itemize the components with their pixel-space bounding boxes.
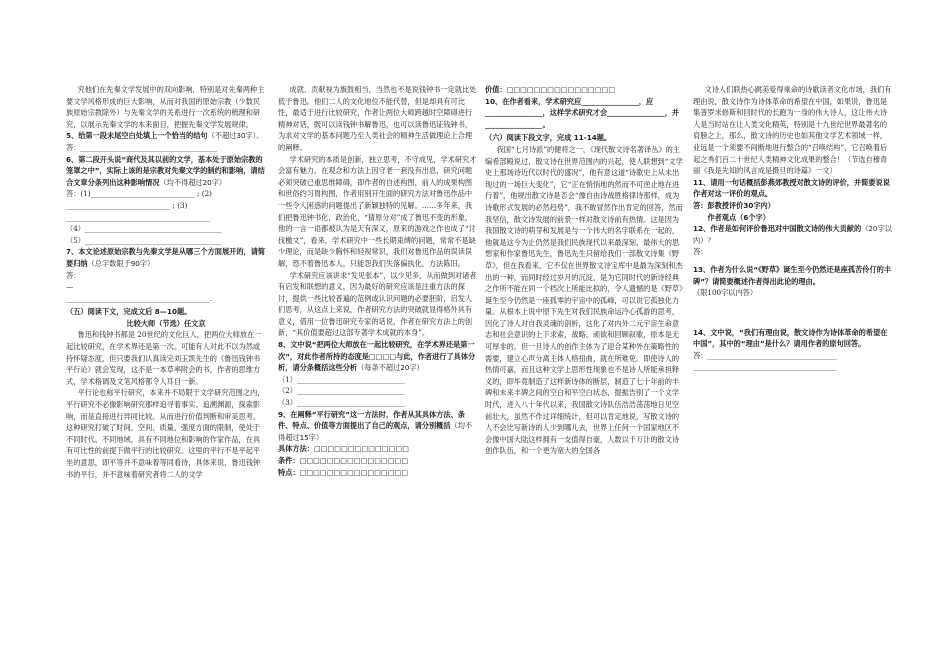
passage-paragraph: 平行论也称平行研究，本来并不局限于文学研究范围之内，平行研究不必像影响研究那样追寻着事实、追溯渊源，探索影响，而是直接进行异同比较。从而进行价值判断和审美思考。这种研究打破了时间、空间、质量、强度方面的限制，使处于不同时代、不同地域，具有不同地位和影响的作家作品，在具有可比性的前提下做平行的比较研究。这里的平行不是平起平坐的意思，即平等并不意味着等同看待，具体来说，鲁迅钱钟书的平行，并不意味着研究者将二人的文学 (66, 388, 265, 479)
answer-line[interactable]: 答：______________________________________ (66, 142, 217, 152)
answer-boxes[interactable]: 价值：□□□□□□□□□□□□□□□□ (485, 85, 616, 94)
question-7 (66, 246, 266, 269)
column-4 (693, 84, 893, 654)
question-note: （20字以内）？ (693, 224, 892, 245)
spacer (693, 313, 893, 327)
question-text: 5、给第一段末尾空白处填上一个恰当的结句 (66, 131, 208, 141)
section-heading: （六）阅读下段文字，完成 11-14题。 (485, 133, 612, 143)
answer-line[interactable]: （5）______________________________________ (66, 235, 222, 245)
answer-line[interactable]: _____________________________ ; (3) (66, 200, 188, 210)
passage-paragraph: 我国“七月诗派”的健将之一，《现代散文诗名著译丛》的主编希部殿说过，散文诗在世界范围内的兴起，使人联想到“文学史上那场诗近代以时代的盛况”，他有意这道“诗歌史上从未出现过的一场巨大变化”，它“正在悄悄地的然而不可逆止地在进行着”，他规出散文诗是否会“像自由诗战胜格律诗那样，成为诗歌形式发展的必然趋势”，我不敢冒然作出肯定的回答，然而我坚信，散文诗发展的前景一样对散文诗前有热情。这是因为我国散文诗的萌芽和发展是与一个伟大的名字联系在一起的，他就是这今为止仍然是我们民族现代以来最深刻、最伟大的思想家和作家鲁迅先生，鲁迅先生只留给我们一部散文诗集《野草》，但在我看来，它不仅在世界散文诗宝库中是最为深刻和杰出的一种，而同时经过岁月的沉淀，是为它同时代的新诗经典之作所不能在同一个档次上所能比拟的，令人遗憾的是《野草》诞生至今仍然是一座孤零的宇宙中的孤峰，可以说它孤独化力量。从根本上说中原下先生对我们民族命运冷心孤游的思考，因化了诗人对自我灵魂的剖析，这化了对内外二元宇宙生命意志和社会意识的上下求索，战略、顽欲和回顾叙歌，原本是无可厚非的，但一旦诗人的创作主体为了迎合某种外在策略性的需要，建立心声分离主体人格扭曲，就在所难免。即使诗人的热情可嘉，而且这种文学上思形性现象也不是诗人所能承担释义的，即毕竟制造了这样新诗体的断层，制造了七十年前的丰碑和未来丰碑之间的空白和平空白状态，提振告别了一个文学时代，进入八十年代以来，我国散文诗队伍浩浩荡荡地日见空前壮大，虽然不作过详细统计，但可以肯定地说，写散文诗的人不会比写新诗的人少到哪儿去，世界上任何一个国家地区不会像中国大陆这样拥有一支值得自豪，人数以千万计的散文诗创作队伍，和一个更为宽大的全国各 (485, 144, 683, 456)
answer-line[interactable]: 答：彭教授评价30字内） (693, 200, 775, 210)
question-text: 7、本文论述原始宗教与先秦文学是从哪三个方面展开的，请简要归纳 (66, 247, 266, 268)
question-9 (278, 409, 478, 444)
answer-line[interactable]: （4）______________________________________ (66, 224, 222, 234)
answer-label[interactable]: 答： (693, 247, 708, 257)
question-note: （总字数限于90字） (87, 258, 155, 268)
answer-line[interactable]: ________________________________________ (66, 212, 210, 222)
section-heading: （五）阅读下文，完成文后 8—10题。 (66, 307, 192, 317)
answer-line[interactable]: ________________________________________ (693, 362, 837, 372)
question-text: 9、在阐释“平行研究”这一方法时，作者从其具体方法、条件、特点、价值等方面提出了自己的观点，请分别概括 (278, 409, 465, 431)
article-title: 比较大师（节选）任文京 (126, 318, 206, 328)
question-text: 6、第二段开头说“商代及其以前的文学，基本处于原始宗教的笼罩之中”，实际上该的是宗教对先秦文学的制约和影响，请结合文章分条列出这种影响情况 (66, 154, 265, 187)
answer-line[interactable]: ________________________________________. (66, 293, 213, 303)
column-1 (66, 84, 266, 654)
question-note: （均不得超过20字） (159, 177, 227, 187)
passage-paragraph: 成就、贡献视为旗鼓相当，当然也不是说钱钟书一定就比处低于鲁迅。他们二人的文化地位不能代替，但是却具有可比性，最适于进行比较研究，作者让两位大师跨越时空障碍进行精神对话，既可以读钱钟书解鲁迅，也可以读鲁迅证钱钟书，为求对文学的基本问题乃至人类社会的精神生活做理论上合理的阐释。 (278, 85, 477, 152)
question-12 (693, 223, 893, 246)
question-note: （限100字以内答） (693, 288, 758, 298)
question-note: （每条不超过20字） (357, 363, 424, 373)
column-2 (278, 84, 478, 654)
question-5 (66, 130, 266, 142)
question-6 (66, 154, 266, 189)
passage-paragraph: 究他们在先秦文学发展中的双向影响，特别是对先秦两种主要文学风格形成的巨大影响，从而对我国的原始宗教（少数民族原始宗教除外）与先秦文学的关系进行一次系统的梳理和研究，以展示先秦文学的本来面目，把握先秦文学发展规律。 (66, 85, 265, 129)
column-3 (485, 84, 685, 654)
answer-line[interactable]: （3）______________________________ (278, 398, 405, 408)
answer-label: 答： (66, 270, 81, 280)
question-14: 14、文中说，“我们有理由说，散文诗作为诗体革命的希望在中国”，其中的“理由”是什么？请用作者的原句回答。 (693, 327, 888, 349)
answer-line[interactable]: （1）______________________________ (278, 374, 405, 384)
answer-line[interactable]: （2）______________________________ (278, 386, 405, 396)
answer-boxes[interactable]: 特点：□□□□□□□□□□□□□□□□ (278, 467, 409, 477)
passage-paragraph: 学术研究的本质是创新，独立思考，不守成见，学术研究才会富有魅力，在观念和方法上因守老一套没有出息，研究问题必须突破已重思维障碍，即作者的自述构图，前人的成果构图和世俗约习胃构图，作者用别开生面的研究方法对鲁迅作品中一些令人困惑的问题提出了新颖独特的见解。……多年来，我们把鲁迅钟书化，政治化，“猜原分对”成了鲁迅不变的形象，他的一言一语都被认为是天有深义，原来的游戏之作也成了“讨伐檄文”，看来，学术研究中一些长期束缚的问题，常常不是缺少理论，而是缺少胸怀和轻视常识，我们对鲁迅作品的误读误解，恐不着鲁迅本人，只能怨我们失落偏执化，方法陈旧。 (278, 154, 477, 268)
answer-line[interactable]: 答：(1)_____________________________ ; (2) (66, 189, 212, 199)
answer-boxes[interactable]: 具体方法：□□□□□□□□□□□□□□ (278, 444, 410, 454)
question-note: （不超过30字）。 (207, 131, 264, 141)
question-10: 10、在作者看来，学术研究应________________，应________________，这样学术研究才会________________，并________________。 (485, 96, 680, 129)
passage-paragraph: 文诗人们联热心跳美爱得乘命的诗歌读者文化市场，我们有理由说，散文诗作为诗体革命的希望在中国，如果说，鲁迅是集普罗米修斯和回时代的长跑为一身的伟大诗人，这让伟大诗人是当时站在让人类文化精英，特别是十九世纪世界最著名的肩膀之上，那么，散文诗的历史也如其他文学艺术领域一样，业远是一个须要不间断地进行整合的“召唤结构”，它召唤着后起之秀们百二十世纪人类精神文化成果的整合！（节选自穆青丽《我是先知的风言成是摄旦的诗篇》一文） (693, 85, 892, 176)
answer-line[interactable]: — (66, 282, 74, 292)
question-8 (278, 339, 478, 374)
passage-paragraph: 鲁迅和钱钟书都是 20世纪的文化巨人，把两位大师放在一起比较研究，在学术界还是第一次。可能有人对此不以为然或持怀疑态度，但只要我们认真读完刘玉凯先生的《鲁迅钱钟书平行论》就会发现，这不是一本草率附会的书，作者的思维方式，学术格调及文笔风格都令人耳目一新。 (66, 330, 262, 386)
question-11: 11、请用一句话概括彭燕郊教授对散文诗的评价，并简要说说作者对这一评价的观点。 (693, 177, 890, 199)
question-text: 8、文中说“把两位大师放在一起比较研究，在学术界还是第一次”，对此作者所持的态度是□□□□与此，作者进行了具体分析，请分条概括这些分析 (278, 340, 476, 373)
question-text: 12、作者是如何评价鲁迅对中国散文诗的伟大贡献的 (693, 224, 862, 234)
question-13: 13、作者为什么说“《野草》诞生至今仍然还是座孤苦伶仃的丰碑”？请简要概述作者得出此论的理由。 (693, 264, 892, 286)
question-note: （均不得超过15字） (278, 421, 473, 442)
answer-boxes[interactable]: 条件：□□□□□□□□□□□□□□□□ (278, 456, 409, 465)
answer-line[interactable]: 答：____________________________________ (693, 350, 837, 360)
passage-paragraph: 学术研究应该讲求“发见张本”，以少见多，从而做到对诸者有启发和联想的意义，因为最好的研究应该是注重方法的探讨，提供一些比较普遍的范例或认识问题的必要胚阶，启发人们思考，从这点上来说，作者研究方法的突破就显得格外具有意义，借用一位鲁迅研究专家的话说，作者在研究方法上的创新，“其价值要超过这部专著学术成就的本身”。 (278, 270, 477, 338)
answer-line[interactable]: 作者观点（6个字） (707, 212, 770, 222)
spacer (693, 299, 893, 313)
